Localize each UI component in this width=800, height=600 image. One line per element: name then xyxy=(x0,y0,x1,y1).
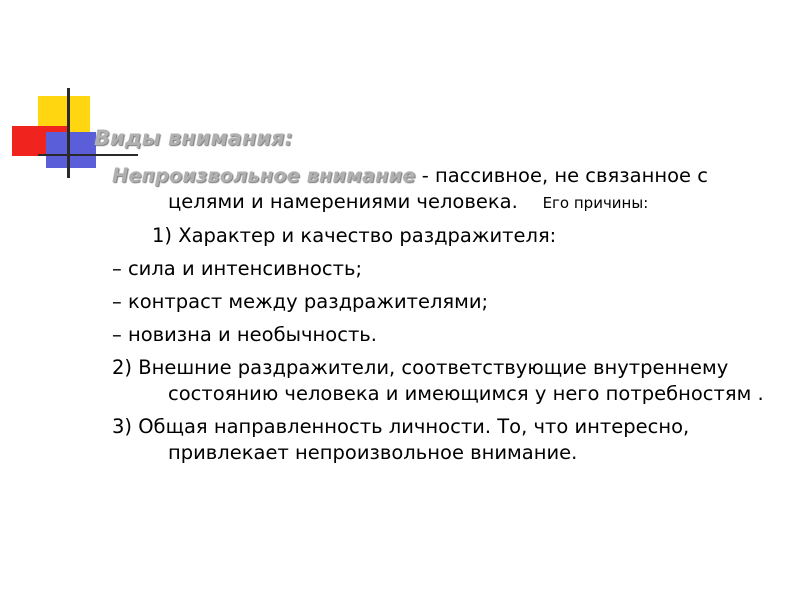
decorative-horizontal-line xyxy=(38,154,138,156)
sub-item-strength: – сила и интенсивность; xyxy=(112,257,363,280)
definition-paragraph xyxy=(112,163,782,216)
definition-dash: - xyxy=(415,164,435,187)
definition-text: пассивное, не связанное с целями и намерениями человека. xyxy=(168,164,708,213)
list-item-1: 1) Характер и качество раздражителя: xyxy=(152,224,557,247)
causes-label: Его причины: xyxy=(542,194,649,212)
sub-item-novelty: – новизна и необычность. xyxy=(112,323,378,346)
list-item-3: 3) Общая направленность личности. То, что интересно, привлекает непроизвольное внимание. xyxy=(112,415,690,464)
decorative-vertical-line xyxy=(67,88,70,178)
sub-item-contrast: – контраст между раздражителями; xyxy=(112,290,489,313)
list-item-2: 2) Внешние раздражители, соответствующие внутреннему состоянию человека и имеющимся у него потребностям . xyxy=(112,356,764,405)
slide-body xyxy=(112,163,782,466)
decorative-blue-rectangle xyxy=(46,132,96,168)
slide-title: Виды внимания: xyxy=(94,126,293,150)
definition-term: Непроизвольное внимание xyxy=(112,164,416,187)
